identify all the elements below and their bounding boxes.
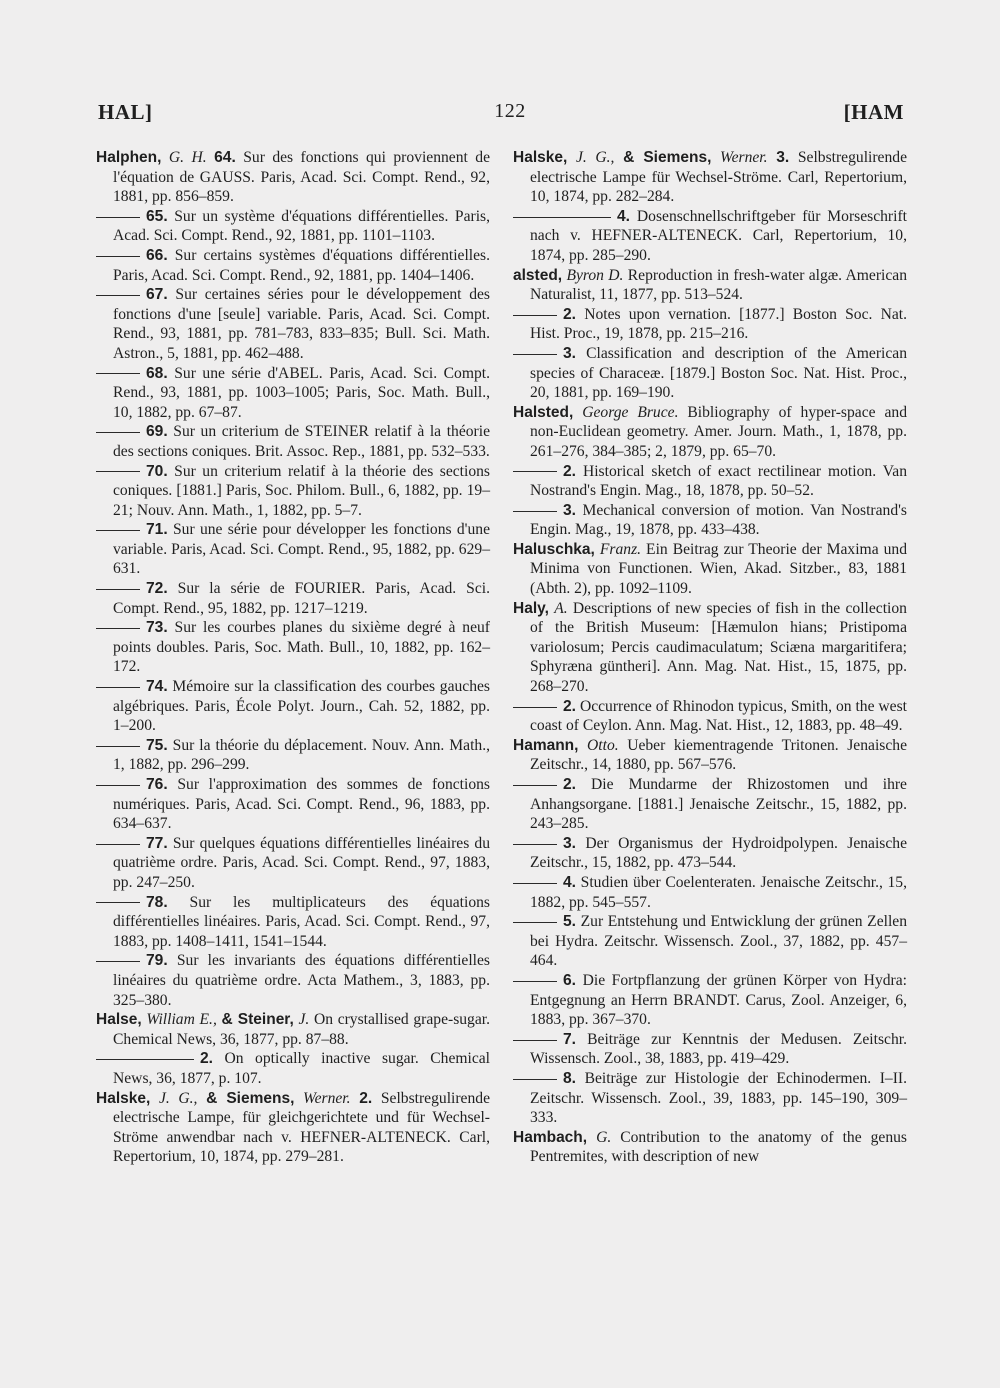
entry-number: 2. [359, 1089, 373, 1107]
entry-number: 2. [563, 776, 577, 793]
author-given-name: G. H. [168, 149, 207, 166]
coauthor-given-name: Werner. [303, 1089, 351, 1107]
author-given-name: Otto. [587, 736, 619, 754]
bibliography-entry [96, 736, 490, 775]
entry-text: Sur quelques équations différentielles linéaires du quatrième ordre. Paris, Acad. Sci. Compt. Rend., 97, 1883, pp. 247–250. [113, 834, 490, 891]
ditto-rule [96, 628, 140, 629]
ditto-rule [96, 471, 140, 472]
ditto-rule [96, 589, 140, 590]
entry-text: Sur la série de FOURIER. Paris, Acad. Sci. Compt. Rend., 95, 1882, pp. 1217–1219. [113, 580, 490, 617]
running-head-left: HAL] [98, 100, 153, 124]
entry-text: Sur certaines séries pour le développement des fonctions d'une [seule] variable. Paris, Acad. Sci. Compt. Rend., 93, 1881, pp. 781–783, 833–835; Bull. Sci. Math. Astron., 5, 1881, pp. 462–488. [113, 286, 490, 362]
running-head-right: [HAM [843, 100, 904, 124]
ditto-rule [96, 785, 140, 786]
ditto-rule [96, 217, 140, 218]
author-given-name: G. [596, 1128, 612, 1146]
ditto-rule [96, 256, 140, 257]
entry-number: 2. [200, 1050, 214, 1068]
entry-text: Mémoire sur la classification des courbes gauches algébriques. Paris, École Polyt. Journ., Cah. 52, 1882, pp. 1–200. [113, 678, 491, 735]
bibliography-entry [96, 520, 490, 579]
entry-number: 66. [146, 246, 168, 264]
entry-number: 5. [563, 913, 577, 931]
author-surname: Halske, [96, 1089, 151, 1107]
bibliography-entry [96, 775, 490, 834]
author-given-name: George Bruce. [582, 403, 679, 421]
entry-text: Sur l'approximation des sommes de fonctions numériques. Paris, Acad. Sci. Compt. Rend., 96, 1883, pp. 634–637. [113, 776, 490, 833]
entry-text: Der Organismus der Hydroidpolypen. Jenaische Zeitschr., 15, 1882, pp. 473–544. [530, 834, 907, 872]
entry-text: Notes upon vernation. [1877.] Boston Soc. Nat. Hist. Proc., 19, 1878, pp. 215–216. [530, 305, 907, 343]
author-given-name: A. [554, 599, 568, 617]
entry-number: 4. [617, 207, 631, 225]
entry-text: Classification and description of the American species of Characeæ. [1879.] Boston Soc. Nat. Hist. Proc., 20, 1881, pp. 169–190. [530, 344, 908, 402]
coauthor-given-name: Werner. [720, 149, 768, 166]
entry-number: 3. [776, 149, 790, 166]
entry-number: 3. [563, 834, 577, 852]
author-surname: Halphen, [96, 149, 162, 166]
bibliography-entry [513, 403, 907, 462]
author-surname: alsted, [513, 266, 563, 284]
entry-number: 3. [563, 344, 577, 362]
entry-number: 8. [563, 1069, 577, 1087]
ditto-rule [96, 295, 140, 296]
right-column [513, 148, 907, 1167]
ditto-rule [513, 883, 557, 884]
entry-text: Selbstregulirende electrische Lampe für Wechsel-Ströme. Carl, Repertorium, 10, 1874, pp. 282–284. [530, 149, 907, 206]
bibliography-entry [513, 736, 907, 775]
bibliography-entry [513, 1128, 907, 1167]
ditto-rule [96, 530, 140, 531]
author-given-name: Franz. [599, 540, 642, 558]
coauthor-surname: & Steiner, [221, 1011, 294, 1029]
ditto-rule [96, 687, 140, 688]
entry-text: Zur Entstehung und Entwicklung der grünen Zellen bei Hydra. Zeitschr. Wissensch. Zool., 37, 1882, pp. 457–464. [530, 913, 907, 970]
coauthor-surname: & Siemens, [623, 149, 712, 166]
ditto-rule [513, 471, 557, 472]
entry-text: Ein Beitrag zur Theorie der Maxima und Minima von Functionen. Wien, Akad. Sitzber., 83, 1881 (Abth. 2), pp. 1092–1109. [530, 540, 908, 598]
entry-text: Reproduction in fresh-water algæ. American Naturalist, 11, 1877, pp. 513–524. [530, 266, 908, 304]
entry-text: Occurrence of Rhinodon typicus, Smith, on the west coast of Ceylon. Ann. Mag. Nat. Hist., 12, 1883, pp. 48–49. [530, 697, 907, 735]
left-column [96, 148, 490, 1167]
bibliography-entry [96, 422, 490, 461]
bibliography-entry [96, 951, 490, 1010]
bibliography-entry [96, 246, 490, 285]
entry-text: Sur un système d'équations différentielles. Paris, Acad. Sci. Compt. Rend., 92, 1881, pp. 1101–1103. [113, 207, 490, 245]
ditto-rule [96, 373, 140, 374]
page-number: 122 [494, 100, 526, 122]
bibliography-entry [96, 579, 490, 618]
entry-text: Sur un criterium de STEINER relatif à la théorie des sections coniques. Brit. Assoc. Rep., 1881, pp. 532–533. [113, 423, 490, 460]
entry-text: Selbstregulirende electrische Lampe, für gleichgerichtete und für Wechsel-Ströme anwendbar nach v. HEFNER-ALTENECK. Carl, Repertorium, 10, 1874, pp. 279–281. [113, 1089, 490, 1166]
entry-number: 75. [146, 736, 168, 754]
bibliography-entry [96, 364, 490, 423]
author-surname: Hamann, [513, 736, 579, 754]
ditto-rule [513, 315, 557, 316]
entry-number: 73. [146, 619, 168, 637]
entry-text: Sur les multiplicateurs des équations différentielles linéaires. Paris, Acad. Sci. Compt. Rend., 97, 1883, pp. 1408–1411, 1541–1544. [113, 893, 491, 950]
entry-text: Sur les invariants des équations différentielles linéaires du quatrième ordre. Acta Mathem., 3, 1883, pp. 325–380. [113, 952, 490, 1009]
ditto-rule [513, 217, 611, 218]
bibliography-entry [513, 834, 907, 873]
ditto-rule [513, 844, 557, 845]
entry-text: Sur la théorie du déplacement. Nouv. Ann. Math., 1, 1882, pp. 296–299. [113, 736, 490, 774]
entry-number: 70. [146, 462, 168, 480]
entry-number: 72. [146, 580, 168, 598]
entry-text: Die Fortpflanzung der grünen Körper von Hydra: Entgegnung an Herrn BRANDT. Carus, Zool. Anzeiger, 6, 1883, pp. 367–370. [530, 971, 907, 1029]
entry-text: Contribution to the anatomy of the genus Pentremites, with description of new [530, 1128, 907, 1166]
entry-text: Historical sketch of exact rectilinear motion. Van Nostrand's Engin. Mag., 18, 1878, pp. 50–52. [530, 462, 907, 500]
entry-number: 78. [146, 893, 168, 911]
author-surname: Halsted, [513, 403, 574, 421]
ditto-rule [513, 354, 557, 355]
entry-number: 67. [146, 286, 168, 304]
entry-text: Ueber kiementragende Tritonen. Jenaische Zeitschr., 14, 1880, pp. 567–576. [530, 736, 907, 774]
bibliography-entry [96, 207, 490, 246]
bibliography-entry [513, 344, 907, 403]
entry-number: 76. [146, 776, 168, 793]
author-given-name: J. G., [575, 149, 615, 166]
entry-number: 2. [563, 462, 577, 480]
bibliography-entry [513, 266, 907, 305]
entry-text: Mechanical conversion of motion. Van Nostrand's Engin. Mag., 19, 1878, pp. 433–438. [530, 501, 908, 539]
entry-number: 68. [146, 364, 168, 382]
bibliography-entry [513, 697, 907, 736]
bibliography-entry [513, 599, 907, 697]
ditto-rule [96, 844, 140, 845]
bibliography-entry [513, 1030, 907, 1069]
entry-text: Sur une série d'ABEL. Paris, Acad. Sci. Compt. Rend., 93, 1881, pp. 1003–1005; Paris, Soc. Math. Bull., 10, 1882, pp. 67–87. [113, 364, 491, 421]
ditto-rule [513, 1079, 557, 1080]
author-given-name: William E., [146, 1011, 217, 1029]
ditto-rule [513, 511, 557, 512]
bibliography-entry [513, 775, 907, 834]
ditto-rule [96, 1059, 194, 1060]
bibliography-entry [96, 1010, 490, 1049]
bibliography-entry [513, 873, 907, 912]
entry-number: 7. [563, 1030, 577, 1048]
bibliography-entry [513, 305, 907, 344]
author-surname: Haly, [513, 599, 549, 617]
ditto-rule [96, 746, 140, 747]
entry-text: On optically inactive sugar. Chemical News, 36, 1877, p. 107. [113, 1050, 491, 1087]
author-surname: Hambach, [513, 1128, 588, 1146]
entry-number: 3. [563, 501, 577, 519]
bibliography-entry [513, 148, 907, 207]
author-given-name: J. G., [158, 1089, 198, 1107]
bibliography-entry [96, 893, 490, 952]
entry-text: Beiträge zur Kenntnis der Medusen. Zeitschr. Wissensch. Zool., 38, 1883, pp. 419–429. [530, 1030, 907, 1068]
entry-number: 65. [146, 207, 168, 225]
bibliography-entry [96, 1089, 490, 1167]
ditto-rule [513, 1040, 557, 1041]
entry-text: On crystallised grape-sugar. Chemical News, 36, 1877, pp. 87–88. [113, 1011, 491, 1048]
author-surname: Halse, [96, 1011, 142, 1029]
entry-text: Die Mundarme der Rhizostomen und ihre Anhangsorgane. [1881.] Jenaische Zeitschr., 15, 1882, pp. 243–285. [530, 776, 907, 833]
entry-number: 69. [146, 423, 168, 441]
bibliography-entry [513, 971, 907, 1030]
ditto-rule [96, 432, 140, 433]
entry-text: Sur une série pour développer les fonctions d'une variable. Paris, Acad. Sci. Compt. Rend., 95, 1882, pp. 629–631. [113, 521, 490, 578]
entry-text: Sur un criterium relatif à la théorie des sections coniques. [1881.] Paris, Soc. Philom. Bull., 6, 1882, pp. 19–21; Nouv. Ann. Math., 1, 1882, pp. 5–7. [113, 462, 490, 519]
entry-text: Studien über Coelenteraten. Jenaische Zeitschr., 15, 1882, pp. 545–557. [530, 873, 907, 911]
entry-number: 77. [146, 834, 168, 852]
bibliography-entry [96, 677, 490, 736]
author-given-name: Byron D. [566, 266, 624, 284]
bibliography-entry [96, 618, 490, 677]
entry-text: Sur des fonctions qui proviennent de l'équation de GAUSS. Paris, Acad. Sci. Compt. Rend., 92, 1881, pp. 856–859. [113, 149, 490, 206]
ditto-rule [513, 707, 557, 708]
entry-text: Bibliography of hyper-space and non-Euclidean geometry. Amer. Journ. Math., 1, 1878, pp. 261–276, 384–385; 2, 1879, pp. 65–70. [530, 403, 907, 460]
entry-number: 71. [146, 521, 168, 539]
bibliography-entry [96, 285, 490, 363]
entry-number: 74. [146, 678, 168, 696]
bibliography-entry [513, 501, 907, 540]
ditto-rule [513, 785, 557, 786]
coauthor-given-name: J. [298, 1011, 310, 1029]
entry-number: 6. [563, 971, 577, 989]
entry-text: Descriptions of new species of fish in the collection of the British Museum: [Hæmulon hians; Pristipoma variolosum; Percis caudimaculatum; Sciæna margaritifera; Sphyræna güntheri]. Ann. Mag. Nat. Hist., 15, 1875, pp. 268–270. [530, 599, 907, 696]
entry-number: 2. [563, 305, 577, 323]
entry-number: 2. [563, 697, 577, 715]
bibliography-entry [513, 912, 907, 971]
coauthor-surname: & Siemens, [206, 1089, 295, 1107]
entry-number: 4. [563, 873, 577, 891]
entry-text: Dosenschnellschriftgeber für Morseschrift nach v. HEFNER-ALTENECK. Carl, Repertorium, 10, 1874, pp. 285–290. [530, 207, 907, 264]
bibliography-entry [513, 207, 907, 266]
author-surname: Halske, [513, 149, 568, 166]
bibliography-entry [513, 1069, 907, 1128]
author-surname: Haluschka, [513, 540, 595, 558]
bibliography-entry [96, 834, 490, 893]
ditto-rule [513, 981, 557, 982]
bibliography-entry [96, 462, 490, 521]
bibliography-entry [513, 462, 907, 501]
entry-number: 64. [214, 149, 236, 166]
ditto-rule [96, 902, 140, 903]
ditto-rule [513, 922, 557, 923]
ditto-rule [96, 961, 140, 962]
entry-number: 79. [146, 952, 168, 970]
entry-text: Beiträge zur Histologie der Echinodermen. I–II. Zeitschr. Wissensch. Zool., 39, 1883, pp. 145–190, 309–333. [530, 1069, 907, 1127]
bibliography-entry [96, 1049, 490, 1088]
bibliography-entry [513, 540, 907, 599]
entry-text: Sur certains systèmes d'équations différentielles. Paris, Acad. Sci. Compt. Rend., 92, 1881, pp. 1404–1406. [113, 246, 490, 284]
bibliography-entry [96, 148, 490, 207]
entry-text: Sur les courbes planes du sixième degré à neuf points doubles. Paris, Soc. Math. Bull., 10, 1882, pp. 162–172. [113, 619, 491, 676]
